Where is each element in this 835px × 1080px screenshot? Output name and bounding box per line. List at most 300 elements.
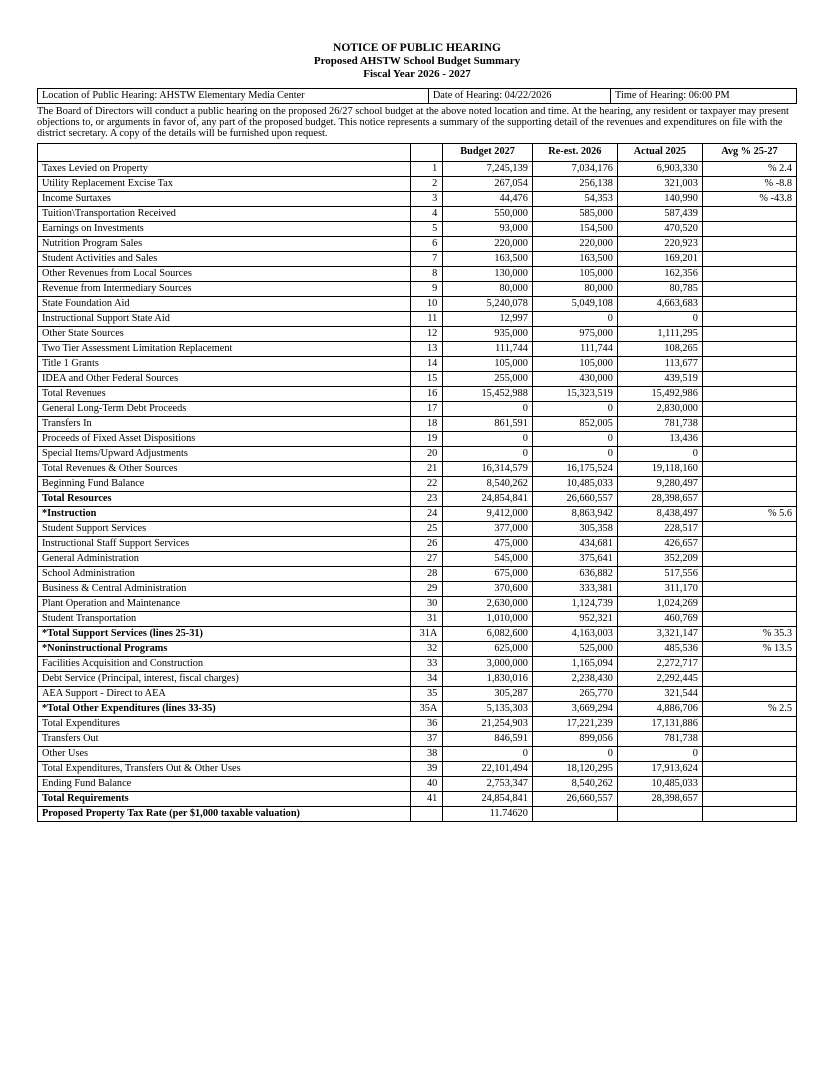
budget-cell: 255,000 xyxy=(443,371,533,386)
budget-cell: 3,000,000 xyxy=(443,656,533,671)
avg-cell xyxy=(702,536,796,551)
label-cell: AEA Support - Direct to AEA xyxy=(38,686,411,701)
avg-cell xyxy=(702,791,796,806)
avg-cell: % 2.5 xyxy=(702,701,796,716)
table-row xyxy=(38,731,797,746)
line-cell: 2 xyxy=(411,176,443,191)
reest-cell: 1,165,094 xyxy=(532,656,617,671)
line-cell: 35 xyxy=(411,686,443,701)
budget-table-header-row xyxy=(38,143,797,161)
line-cell: 16 xyxy=(411,386,443,401)
actual-cell: 352,209 xyxy=(617,551,702,566)
line-cell: 13 xyxy=(411,341,443,356)
avg-cell: % 5.6 xyxy=(702,506,796,521)
label-cell: Total Revenues xyxy=(38,386,411,401)
budget-cell: 7,245,139 xyxy=(443,161,533,176)
label-cell: Utility Replacement Excise Tax xyxy=(38,176,411,191)
line-cell: 38 xyxy=(411,746,443,761)
actual-cell: 19,118,160 xyxy=(617,461,702,476)
budget-cell: 0 xyxy=(443,446,533,461)
table-row xyxy=(38,281,797,296)
budget-cell: 93,000 xyxy=(443,221,533,236)
table-row xyxy=(38,791,797,806)
budget-cell: 15,452,988 xyxy=(443,386,533,401)
label-cell: Revenue from Intermediary Sources xyxy=(38,281,411,296)
table-row xyxy=(38,251,797,266)
line-cell: 1 xyxy=(411,161,443,176)
actual-cell: 80,785 xyxy=(617,281,702,296)
table-row xyxy=(38,221,797,236)
label-cell: *Instruction xyxy=(38,506,411,521)
table-row xyxy=(38,521,797,536)
column-header-actual-2025: Actual 2025 xyxy=(617,143,702,161)
reest-cell: 0 xyxy=(532,746,617,761)
hearing-location: Location of Public Hearing: AHSTW Elementary Media Center xyxy=(38,89,429,104)
budget-cell: 545,000 xyxy=(443,551,533,566)
actual-cell: 0 xyxy=(617,311,702,326)
reest-cell: 80,000 xyxy=(532,281,617,296)
label-cell: General Administration xyxy=(38,551,411,566)
avg-cell xyxy=(702,716,796,731)
budget-cell: 5,135,303 xyxy=(443,701,533,716)
avg-cell xyxy=(702,566,796,581)
label-cell: Instructional Support State Aid xyxy=(38,311,411,326)
reest-cell: 430,000 xyxy=(532,371,617,386)
reest-cell: 899,056 xyxy=(532,731,617,746)
line-cell: 7 xyxy=(411,251,443,266)
label-cell: Total Resources xyxy=(38,491,411,506)
label-cell: State Foundation Aid xyxy=(38,296,411,311)
budget-cell: 21,254,903 xyxy=(443,716,533,731)
avg-cell xyxy=(702,776,796,791)
line-cell: 27 xyxy=(411,551,443,566)
notice-paragraph: The Board of Directors will conduct a public hearing on the proposed 26/27 school budget at the above noted location and time. At the hearing, any resident or taxpayer may present objections to, or arguments in favor of, any part of the proposed budget. This notice represents a summary of the supporting detail of the revenues and expenditures on file with the district secretary. A copy of the details will be furnished upon request. xyxy=(37,106,789,140)
hearing-time: Time of Hearing: 06:00 PM xyxy=(611,89,797,104)
actual-cell: 0 xyxy=(617,746,702,761)
actual-cell: 28,398,657 xyxy=(617,791,702,806)
table-row xyxy=(38,626,797,641)
reest-cell: 54,353 xyxy=(532,191,617,206)
budget-cell: 370,600 xyxy=(443,581,533,596)
actual-cell: 3,321,147 xyxy=(617,626,702,641)
avg-cell xyxy=(702,206,796,221)
line-cell: 28 xyxy=(411,566,443,581)
avg-cell: % 13.5 xyxy=(702,641,796,656)
budget-cell: 1,010,000 xyxy=(443,611,533,626)
reest-cell: 163,500 xyxy=(532,251,617,266)
label-cell: Proceeds of Fixed Asset Dispositions xyxy=(38,431,411,446)
table-row xyxy=(38,536,797,551)
reest-cell: 636,882 xyxy=(532,566,617,581)
budget-cell: 305,287 xyxy=(443,686,533,701)
line-cell: 40 xyxy=(411,776,443,791)
reest-cell xyxy=(532,806,617,821)
actual-cell: 2,830,000 xyxy=(617,401,702,416)
title-block xyxy=(37,42,797,80)
budget-cell: 5,240,078 xyxy=(443,296,533,311)
budget-cell: 846,591 xyxy=(443,731,533,746)
label-cell: Student Transportation xyxy=(38,611,411,626)
column-header-budget-2027: Budget 2027 xyxy=(443,143,533,161)
column-header-line xyxy=(411,143,443,161)
budget-cell: 24,854,841 xyxy=(443,491,533,506)
line-cell: 6 xyxy=(411,236,443,251)
reest-cell: 0 xyxy=(532,401,617,416)
label-cell: Title 1 Grants xyxy=(38,356,411,371)
label-cell: IDEA and Other Federal Sources xyxy=(38,371,411,386)
table-row xyxy=(38,191,797,206)
line-cell: 20 xyxy=(411,446,443,461)
table-row xyxy=(38,341,797,356)
avg-cell xyxy=(702,356,796,371)
avg-cell xyxy=(702,461,796,476)
actual-cell: 517,556 xyxy=(617,566,702,581)
actual-cell xyxy=(617,806,702,821)
actual-cell: 2,272,717 xyxy=(617,656,702,671)
table-row xyxy=(38,386,797,401)
budget-cell: 0 xyxy=(443,431,533,446)
actual-cell: 162,356 xyxy=(617,266,702,281)
line-cell: 12 xyxy=(411,326,443,341)
line-cell: 30 xyxy=(411,596,443,611)
table-row xyxy=(38,746,797,761)
reest-cell: 375,641 xyxy=(532,551,617,566)
fiscal-year: Fiscal Year 2026 - 2027 xyxy=(363,67,471,80)
avg-cell xyxy=(702,581,796,596)
avg-cell xyxy=(702,731,796,746)
label-cell: Beginning Fund Balance xyxy=(38,476,411,491)
table-row xyxy=(38,476,797,491)
actual-cell: 311,170 xyxy=(617,581,702,596)
line-cell: 23 xyxy=(411,491,443,506)
table-row xyxy=(38,776,797,791)
avg-cell xyxy=(702,311,796,326)
budget-cell: 44,476 xyxy=(443,191,533,206)
reest-cell: 26,660,557 xyxy=(532,491,617,506)
avg-cell xyxy=(702,401,796,416)
actual-cell: 17,131,886 xyxy=(617,716,702,731)
label-cell: Other State Sources xyxy=(38,326,411,341)
column-header-avg-25-27: Avg % 25-27 xyxy=(702,143,796,161)
budget-cell: 8,540,262 xyxy=(443,476,533,491)
label-cell: *Noninstructional Programs xyxy=(38,641,411,656)
reest-cell: 333,381 xyxy=(532,581,617,596)
table-row xyxy=(38,236,797,251)
avg-cell xyxy=(702,476,796,491)
budget-table xyxy=(37,143,797,822)
reest-cell: 2,238,430 xyxy=(532,671,617,686)
actual-cell: 6,903,330 xyxy=(617,161,702,176)
actual-cell: 220,923 xyxy=(617,236,702,251)
reest-cell: 0 xyxy=(532,431,617,446)
label-cell: Plant Operation and Maintenance xyxy=(38,596,411,611)
line-cell: 15 xyxy=(411,371,443,386)
reest-cell: 8,540,262 xyxy=(532,776,617,791)
avg-cell xyxy=(702,746,796,761)
avg-cell xyxy=(702,806,796,821)
table-row xyxy=(38,401,797,416)
line-cell: 35A xyxy=(411,701,443,716)
actual-cell: 1,111,295 xyxy=(617,326,702,341)
reest-cell: 105,000 xyxy=(532,266,617,281)
actual-cell: 17,913,624 xyxy=(617,761,702,776)
line-cell: 17 xyxy=(411,401,443,416)
table-row xyxy=(38,311,797,326)
reest-cell: 17,221,239 xyxy=(532,716,617,731)
table-row xyxy=(38,161,797,176)
actual-cell: 321,003 xyxy=(617,176,702,191)
label-cell: Ending Fund Balance xyxy=(38,776,411,791)
avg-cell xyxy=(702,611,796,626)
actual-cell: 321,544 xyxy=(617,686,702,701)
avg-cell xyxy=(702,671,796,686)
label-cell: Nutrition Program Sales xyxy=(38,236,411,251)
budget-cell: 105,000 xyxy=(443,356,533,371)
line-cell: 31A xyxy=(411,626,443,641)
budget-cell: 220,000 xyxy=(443,236,533,251)
label-cell: Total Expenditures, Transfers Out & Other Uses xyxy=(38,761,411,776)
table-row xyxy=(38,611,797,626)
label-cell: Tuition\Transportation Received xyxy=(38,206,411,221)
reest-cell: 0 xyxy=(532,446,617,461)
actual-cell: 10,485,033 xyxy=(617,776,702,791)
reest-cell: 8,863,942 xyxy=(532,506,617,521)
budget-cell: 861,591 xyxy=(443,416,533,431)
line-cell: 37 xyxy=(411,731,443,746)
label-cell: Other Uses xyxy=(38,746,411,761)
label-cell: Total Expenditures xyxy=(38,716,411,731)
reest-cell: 3,669,294 xyxy=(532,701,617,716)
label-cell: Business & Central Administration xyxy=(38,581,411,596)
actual-cell: 426,657 xyxy=(617,536,702,551)
budget-cell: 22,101,494 xyxy=(443,761,533,776)
table-row xyxy=(38,446,797,461)
actual-cell: 169,201 xyxy=(617,251,702,266)
actual-cell: 28,398,657 xyxy=(617,491,702,506)
avg-cell xyxy=(702,491,796,506)
budget-cell: 1,830,016 xyxy=(443,671,533,686)
reest-cell: 220,000 xyxy=(532,236,617,251)
label-cell: Earnings on Investments xyxy=(38,221,411,236)
avg-cell xyxy=(702,386,796,401)
line-cell: 29 xyxy=(411,581,443,596)
label-cell: Student Support Services xyxy=(38,521,411,536)
actual-cell: 2,292,445 xyxy=(617,671,702,686)
reest-cell: 256,138 xyxy=(532,176,617,191)
budget-cell: 80,000 xyxy=(443,281,533,296)
line-cell: 3 xyxy=(411,191,443,206)
budget-cell: 6,082,600 xyxy=(443,626,533,641)
line-cell: 31 xyxy=(411,611,443,626)
document-subtitle: Proposed AHSTW School Budget Summary xyxy=(313,55,521,67)
hearing-meta-table xyxy=(37,88,797,104)
actual-cell: 228,517 xyxy=(617,521,702,536)
budget-cell: 16,314,579 xyxy=(443,461,533,476)
reest-cell: 265,770 xyxy=(532,686,617,701)
line-cell: 41 xyxy=(411,791,443,806)
table-row xyxy=(38,266,797,281)
avg-cell: % -43.8 xyxy=(702,191,796,206)
label-cell: Transfers Out xyxy=(38,731,411,746)
budget-cell: 9,412,000 xyxy=(443,506,533,521)
budget-cell: 935,000 xyxy=(443,326,533,341)
reest-cell: 16,175,524 xyxy=(532,461,617,476)
avg-cell xyxy=(702,221,796,236)
column-header-label xyxy=(38,143,411,161)
reest-cell: 852,005 xyxy=(532,416,617,431)
reest-cell: 15,323,519 xyxy=(532,386,617,401)
actual-cell: 108,265 xyxy=(617,341,702,356)
avg-cell xyxy=(702,371,796,386)
line-cell: 8 xyxy=(411,266,443,281)
actual-cell: 0 xyxy=(617,446,702,461)
avg-cell xyxy=(702,251,796,266)
reest-cell: 105,000 xyxy=(532,356,617,371)
table-row xyxy=(38,581,797,596)
label-cell: Instructional Staff Support Services xyxy=(38,536,411,551)
line-cell: 32 xyxy=(411,641,443,656)
reest-cell: 5,049,108 xyxy=(532,296,617,311)
budget-cell: 377,000 xyxy=(443,521,533,536)
table-row xyxy=(38,656,797,671)
avg-cell xyxy=(702,296,796,311)
table-row xyxy=(38,431,797,446)
label-cell: *Total Other Expenditures (lines 33-35) xyxy=(38,701,411,716)
budget-cell: 111,744 xyxy=(443,341,533,356)
avg-cell xyxy=(702,686,796,701)
avg-cell xyxy=(702,431,796,446)
label-cell: School Administration xyxy=(38,566,411,581)
actual-cell: 587,439 xyxy=(617,206,702,221)
label-cell: Student Activities and Sales xyxy=(38,251,411,266)
avg-cell xyxy=(702,341,796,356)
reest-cell: 18,120,295 xyxy=(532,761,617,776)
actual-cell: 113,677 xyxy=(617,356,702,371)
line-cell: 14 xyxy=(411,356,443,371)
reest-cell: 154,500 xyxy=(532,221,617,236)
table-row xyxy=(38,701,797,716)
reest-cell: 434,681 xyxy=(532,536,617,551)
table-row xyxy=(38,566,797,581)
label-cell: Taxes Levied on Property xyxy=(38,161,411,176)
avg-cell xyxy=(702,596,796,611)
line-cell: 19 xyxy=(411,431,443,446)
line-cell: 39 xyxy=(411,761,443,776)
budget-cell: 0 xyxy=(443,746,533,761)
budget-cell: 675,000 xyxy=(443,566,533,581)
reest-cell: 0 xyxy=(532,311,617,326)
budget-cell: 24,854,841 xyxy=(443,791,533,806)
actual-cell: 140,990 xyxy=(617,191,702,206)
table-row xyxy=(38,326,797,341)
line-cell: 4 xyxy=(411,206,443,221)
label-cell: Other Revenues from Local Sources xyxy=(38,266,411,281)
reest-cell: 26,660,557 xyxy=(532,791,617,806)
line-cell: 24 xyxy=(411,506,443,521)
budget-cell: 12,997 xyxy=(443,311,533,326)
budget-cell: 0 xyxy=(443,401,533,416)
line-cell xyxy=(411,806,443,821)
avg-cell xyxy=(702,326,796,341)
line-cell: 34 xyxy=(411,671,443,686)
reest-cell: 4,163,003 xyxy=(532,626,617,641)
avg-cell xyxy=(702,446,796,461)
budget-cell: 130,000 xyxy=(443,266,533,281)
line-cell: 26 xyxy=(411,536,443,551)
avg-cell xyxy=(702,266,796,281)
actual-cell: 470,520 xyxy=(617,221,702,236)
label-cell: *Total Support Services (lines 25-31) xyxy=(38,626,411,641)
document-title: NOTICE OF PUBLIC HEARING xyxy=(333,42,501,54)
label-cell: Facilities Acquisition and Construction xyxy=(38,656,411,671)
label-cell: Total Revenues & Other Sources xyxy=(38,461,411,476)
table-row xyxy=(38,716,797,731)
line-cell: 33 xyxy=(411,656,443,671)
table-row xyxy=(38,296,797,311)
label-cell: Proposed Property Tax Rate (per $1,000 taxable valuation) xyxy=(38,806,411,821)
avg-cell xyxy=(702,281,796,296)
line-cell: 25 xyxy=(411,521,443,536)
table-row xyxy=(38,491,797,506)
table-row xyxy=(38,806,797,821)
actual-cell: 4,663,683 xyxy=(617,296,702,311)
actual-cell: 439,519 xyxy=(617,371,702,386)
reest-cell: 305,358 xyxy=(532,521,617,536)
line-cell: 18 xyxy=(411,416,443,431)
table-row xyxy=(38,686,797,701)
table-row xyxy=(38,761,797,776)
label-cell: Total Requirements xyxy=(38,791,411,806)
actual-cell: 781,738 xyxy=(617,731,702,746)
label-cell: Special Items/Upward Adjustments xyxy=(38,446,411,461)
budget-cell: 550,000 xyxy=(443,206,533,221)
label-cell: Two Tier Assessment Limitation Replacement xyxy=(38,341,411,356)
reest-cell: 952,321 xyxy=(532,611,617,626)
avg-cell xyxy=(702,551,796,566)
line-cell: 21 xyxy=(411,461,443,476)
actual-cell: 13,436 xyxy=(617,431,702,446)
hearing-date: Date of Hearing: 04/22/2026 xyxy=(428,89,610,104)
reest-cell: 585,000 xyxy=(532,206,617,221)
table-row xyxy=(38,461,797,476)
table-row xyxy=(38,596,797,611)
label-cell: Transfers In xyxy=(38,416,411,431)
actual-cell: 460,769 xyxy=(617,611,702,626)
table-row xyxy=(38,416,797,431)
reest-cell: 975,000 xyxy=(532,326,617,341)
line-cell: 9 xyxy=(411,281,443,296)
avg-cell xyxy=(702,521,796,536)
avg-cell: % 2.4 xyxy=(702,161,796,176)
avg-cell: % -8.8 xyxy=(702,176,796,191)
budget-cell: 11.74620 xyxy=(443,806,533,821)
table-row xyxy=(38,551,797,566)
table-row xyxy=(38,641,797,656)
avg-cell xyxy=(702,761,796,776)
column-header-reest-2026: Re-est. 2026 xyxy=(532,143,617,161)
actual-cell: 1,024,269 xyxy=(617,596,702,611)
reest-cell: 7,034,176 xyxy=(532,161,617,176)
reest-cell: 525,000 xyxy=(532,641,617,656)
line-cell: 5 xyxy=(411,221,443,236)
hearing-meta-row xyxy=(38,89,797,104)
actual-cell: 15,492,986 xyxy=(617,386,702,401)
actual-cell: 781,738 xyxy=(617,416,702,431)
avg-cell xyxy=(702,416,796,431)
avg-cell: % 35.3 xyxy=(702,626,796,641)
actual-cell: 9,280,497 xyxy=(617,476,702,491)
reest-cell: 1,124,739 xyxy=(532,596,617,611)
